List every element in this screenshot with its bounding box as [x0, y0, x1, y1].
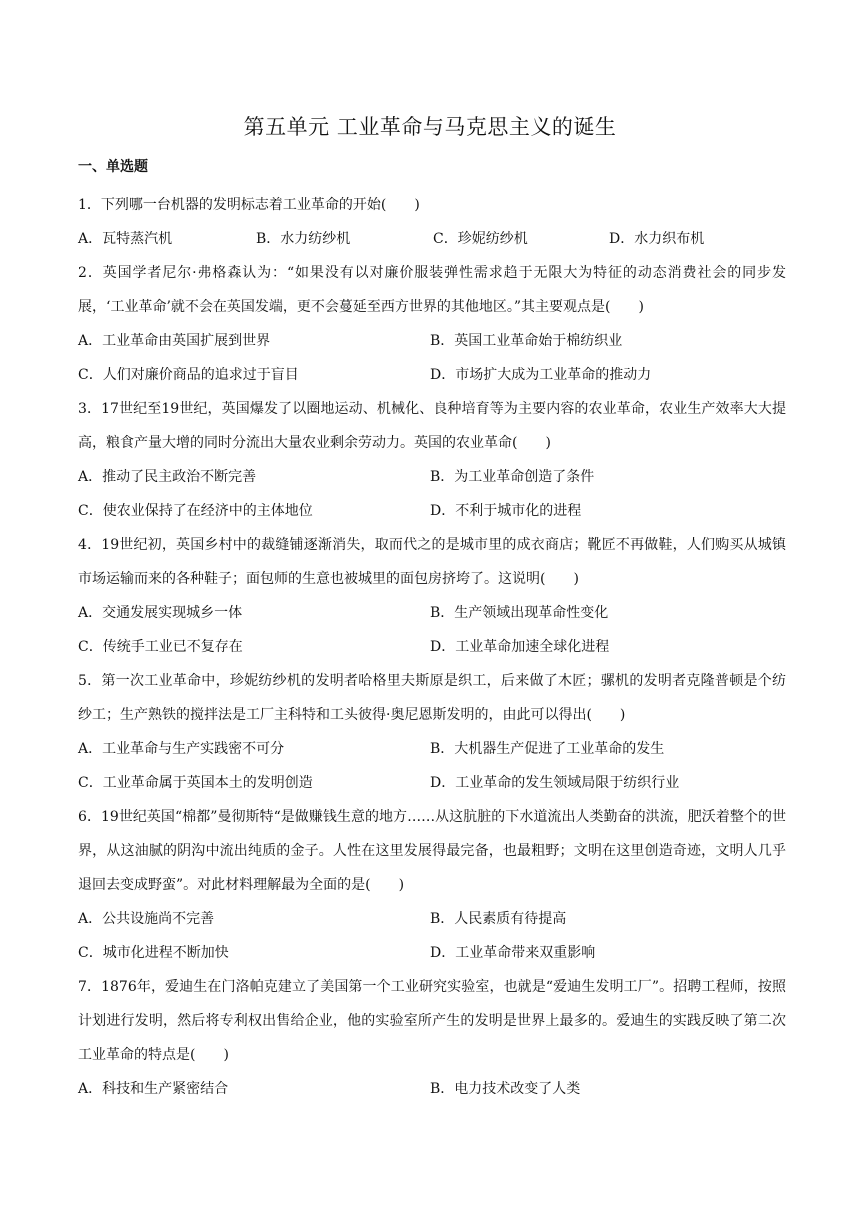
option-b: B．电力技术改变了人类: [430, 1081, 581, 1097]
question-stem: 7．1876年，爱迪生在门洛帕克建立了美国第一个工业研究实验室，也就是“爱迪生发明工厂”。招聘工程师，按照计划进行发明，然后将专利权出售给企业，他的实验室所产生的发明是世界上最多的。爱迪生的实践反映了第二次工业革命的特点是( ): [78, 979, 786, 1063]
question-options-row-1: [78, 460, 786, 494]
option-a: A．工业革命与生产实践密不可分: [78, 741, 285, 757]
question-options-row-2: [78, 494, 786, 528]
option-b: B．水力纺纱机: [256, 231, 351, 247]
option-d: D．工业革命加速全球化进程: [430, 639, 610, 655]
option-b: B．生产领域出现革命性变化: [430, 605, 609, 621]
question-5: [78, 664, 786, 800]
option-a: A．交通发展实现城乡一体: [78, 605, 243, 621]
question-options-row-1: [78, 902, 786, 936]
question-1: [78, 188, 786, 256]
option-c: C．使农业保持了在经济中的主体地位: [78, 503, 313, 519]
option-a: A．推动了民主政治不断完善: [78, 469, 257, 485]
option-d: D．水力织布机: [609, 231, 705, 247]
question-options-row-2: [78, 766, 786, 800]
option-c: C．珍妮纺纱机: [433, 231, 528, 247]
option-a: A．公共设施尚不完善: [78, 911, 215, 927]
question-stem: 4．19世纪初，英国乡村中的裁缝铺逐渐消失，取而代之的是城市里的成衣商店；靴匠不再做鞋，人们购买从城镇市场运输而来的各种鞋子；面包师的生意也被城里的面包房挤垮了。这说明( ): [78, 537, 786, 587]
option-b: B．大机器生产促进了工业革命的发生: [430, 741, 665, 757]
question-7: [78, 970, 786, 1106]
option-b: B．英国工业革命始于棉纺织业: [430, 333, 623, 349]
question-options-row-1: [78, 596, 786, 630]
question-options-row-2: [78, 936, 786, 970]
question-stem: 1．下列哪一台机器的发明标志着工业革命的开始( ): [78, 197, 420, 213]
question-options-row-2: [78, 630, 786, 664]
question-6: [78, 800, 786, 970]
option-d: D．工业革命的发生领域局限于纺织行业: [430, 775, 680, 791]
question-options-row-1: [78, 732, 786, 766]
question-2: [78, 256, 786, 392]
option-c: C．人们对廉价商品的追求过于盲目: [78, 367, 299, 383]
option-a: A．瓦特蒸汽机: [78, 231, 173, 247]
option-d: D．工业革命带来双重影响: [430, 945, 596, 961]
question-stem: 3．17世纪至19世纪，英国爆发了以圈地运动、机械化、良种培育等为主要内容的农业革命，农业生产效率大大提高，粮食产量大增的同时分流出大量农业剩余劳动力。英国的农业革命( ): [78, 401, 786, 451]
option-a: A．工业革命由英国扩展到世界: [78, 333, 271, 349]
question-options-row-1: [78, 1072, 786, 1106]
option-d: D．市场扩大成为工业革命的推动力: [430, 367, 652, 383]
question-stem: 2．英国学者尼尔·弗格森认为：“如果没有以对廉价服装弹性需求趋于无限大为特征的动态消费社会的同步发展，‘工业革命’就不会在英国发端，更不会蔓延至西方世界的其他地区。”其主要观点是( ): [78, 265, 786, 315]
option-c: C．传统手工业已不复存在: [78, 639, 243, 655]
question-list: [78, 188, 786, 1106]
option-b: B．为工业革命创造了条件: [430, 469, 595, 485]
option-c: C．城市化进程不断加快: [78, 945, 229, 961]
option-a: A．科技和生产紧密结合: [78, 1081, 229, 1097]
option-d: D．不利于城市化的进程: [430, 503, 582, 519]
question-stem: 5．第一次工业革命中，珍妮纺纱机的发明者哈格里夫斯原是织工，后来做了木匠；骡机的发明者克隆普顿是个纺纱工；生产熟铁的搅拌法是工厂主科特和工头彼得·奥尼恩斯发明的，由此可以得出( ): [78, 673, 786, 723]
option-b: B．人民素质有待提高: [430, 911, 567, 927]
question-options: [78, 222, 786, 256]
question-options-row-2: [78, 358, 786, 392]
document-title: 第五单元 工业革命与马克思主义的诞生: [243, 115, 617, 139]
section-heading: 一、单选题: [78, 159, 148, 175]
question-4: [78, 528, 786, 664]
option-c: C．工业革命属于英国本土的发明创造: [78, 775, 313, 791]
question-stem: 6．19世纪英国“棉都”曼彻斯特“是做赚钱生意的地方……从这肮脏的下水道流出人类勤奋的洪流，肥沃着整个的世界，从这油腻的阴沟中流出纯质的金子。人性在这里发展得最完备，也最粗野；文明在这里创造奇迹，文明人几乎退回去变成野蛮”。对此材料理解最为全面的是( ): [78, 809, 786, 893]
question-3: [78, 392, 786, 528]
question-options-row-1: [78, 324, 786, 358]
